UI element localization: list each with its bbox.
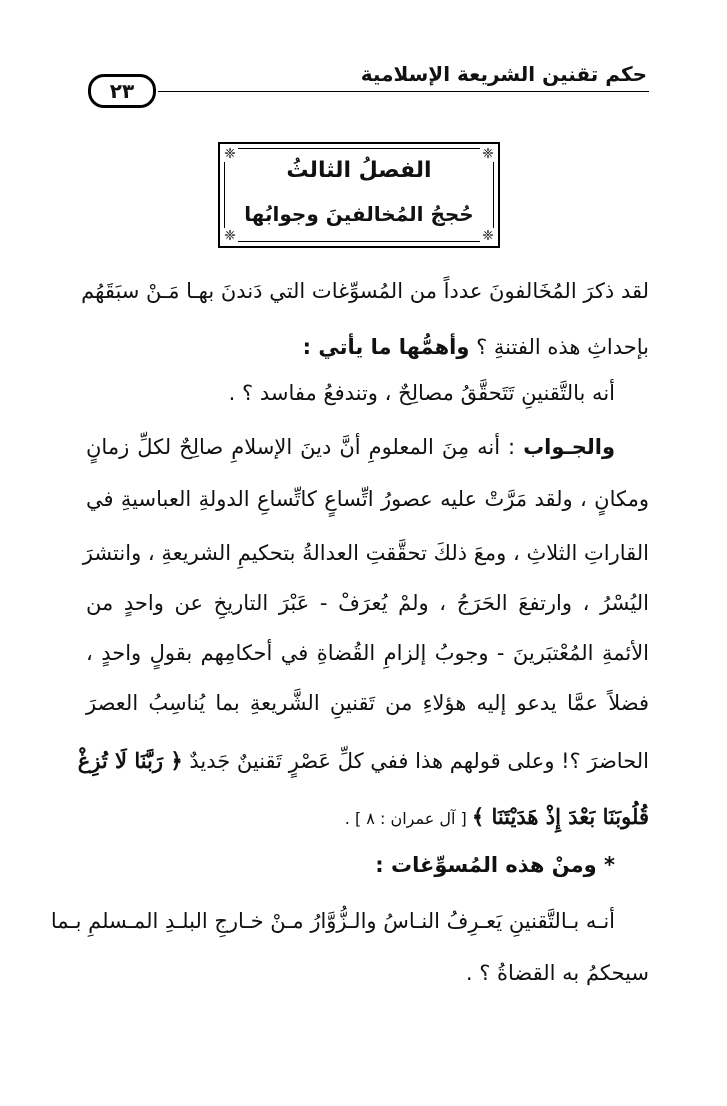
text-line — [86, 802, 649, 834]
text-line: أنه بالتَّقنينِ تَتَحقَّقُ مصالِحٌ ، وتندفعُ مفاسد ؟ . — [228, 381, 615, 405]
page-number: ٢٣ — [88, 74, 156, 108]
verse-reference: [ آل عمران : ٨ ] . — [344, 809, 472, 828]
text-span: الحاضرَ ؟! وعلى قولهم هذا ففي كلِّ عَصْرٍ تَقنينٌ جَديدٌ — [182, 749, 649, 773]
text-line: اليُسْرُ ، وارتفعَ الحَرَجُ ، ولمْ يُعرَفْ - عَبْرَ التاريخِ عن واحدٍ من — [86, 591, 649, 615]
text-line: لقد ذكرَ المُخَالفونَ عدداً من المُسوِّغات التي دَندنَ بهـا مَـنْ سبَقَهُم — [81, 279, 649, 303]
text-line — [86, 432, 615, 462]
text-span: : أنه مِنَ المعلومِ أنَّ دينَ الإسلامِ صالِحٌ لكلِّ زمانٍ — [86, 435, 524, 459]
text-line: ومكانٍ ، ولقد مَرَّتْ عليه عصورُ اتِّساعٍ كاتِّساعِ الدولةِ العباسيةِ في — [86, 487, 649, 511]
ornament-icon: ❈ — [480, 146, 496, 162]
quran-verse: ﴿ رَبَّنَا لَا تُزِغْ — [77, 748, 183, 773]
section-marker: * ومنْ هذه المُسوِّغات : — [375, 853, 615, 877]
text-line: فضلاً عمَّا يدعو إليه هؤلاءِ من تَقنينِ الشَّريعةِ بما يُناسِبُ العصرَ — [86, 691, 649, 715]
text-line: الأئمةِ المُعْتبَرينَ - وجوبُ إلزامِ القُضاةِ في أحكامِهم بقولٍ واحدٍ ، — [86, 641, 649, 665]
text-line — [86, 332, 649, 362]
text-span: بإحداثِ هذه الفتنةِ ؟ — [469, 335, 649, 359]
text-line — [77, 746, 649, 776]
chapter-heading-frame — [218, 142, 500, 248]
ornament-icon: ❈ — [222, 228, 238, 244]
ornament-icon: ❈ — [222, 146, 238, 162]
chapter-subtitle: حُججُ المُخالفينَ وجوابُها — [244, 202, 474, 226]
ornament-icon: ❈ — [480, 228, 496, 244]
chapter-title: الفصلُ الثالثُ — [286, 158, 432, 183]
quran-verse: قُلُوبَنَا بَعْدَ إِذْ هَدَيْتَنَا ﴾ — [471, 804, 649, 829]
text-span-bold: وأهمُّها ما يأتي : — [302, 335, 470, 359]
answer-label: والجـواب — [523, 435, 615, 459]
text-line: القاراتِ الثلاثِ ، ومعَ ذلكَ تحقَّقتِ العدالةُ بتحكيمِ الشريعةِ ، وانتشرَ — [82, 541, 649, 565]
text-line: أنـه بـالتَّقنينِ يَعـرِفُ النـاسُ والـزُّوَّارُ مـنْ خـارجِ البلـدِ المـسلمِ بـما — [50, 909, 615, 933]
book-title: حكم تقنين الشريعة الإسلامية — [360, 62, 647, 86]
text-line: سيحكمُ به القضاةُ ؟ . — [465, 961, 649, 985]
header-rule — [158, 91, 649, 92]
